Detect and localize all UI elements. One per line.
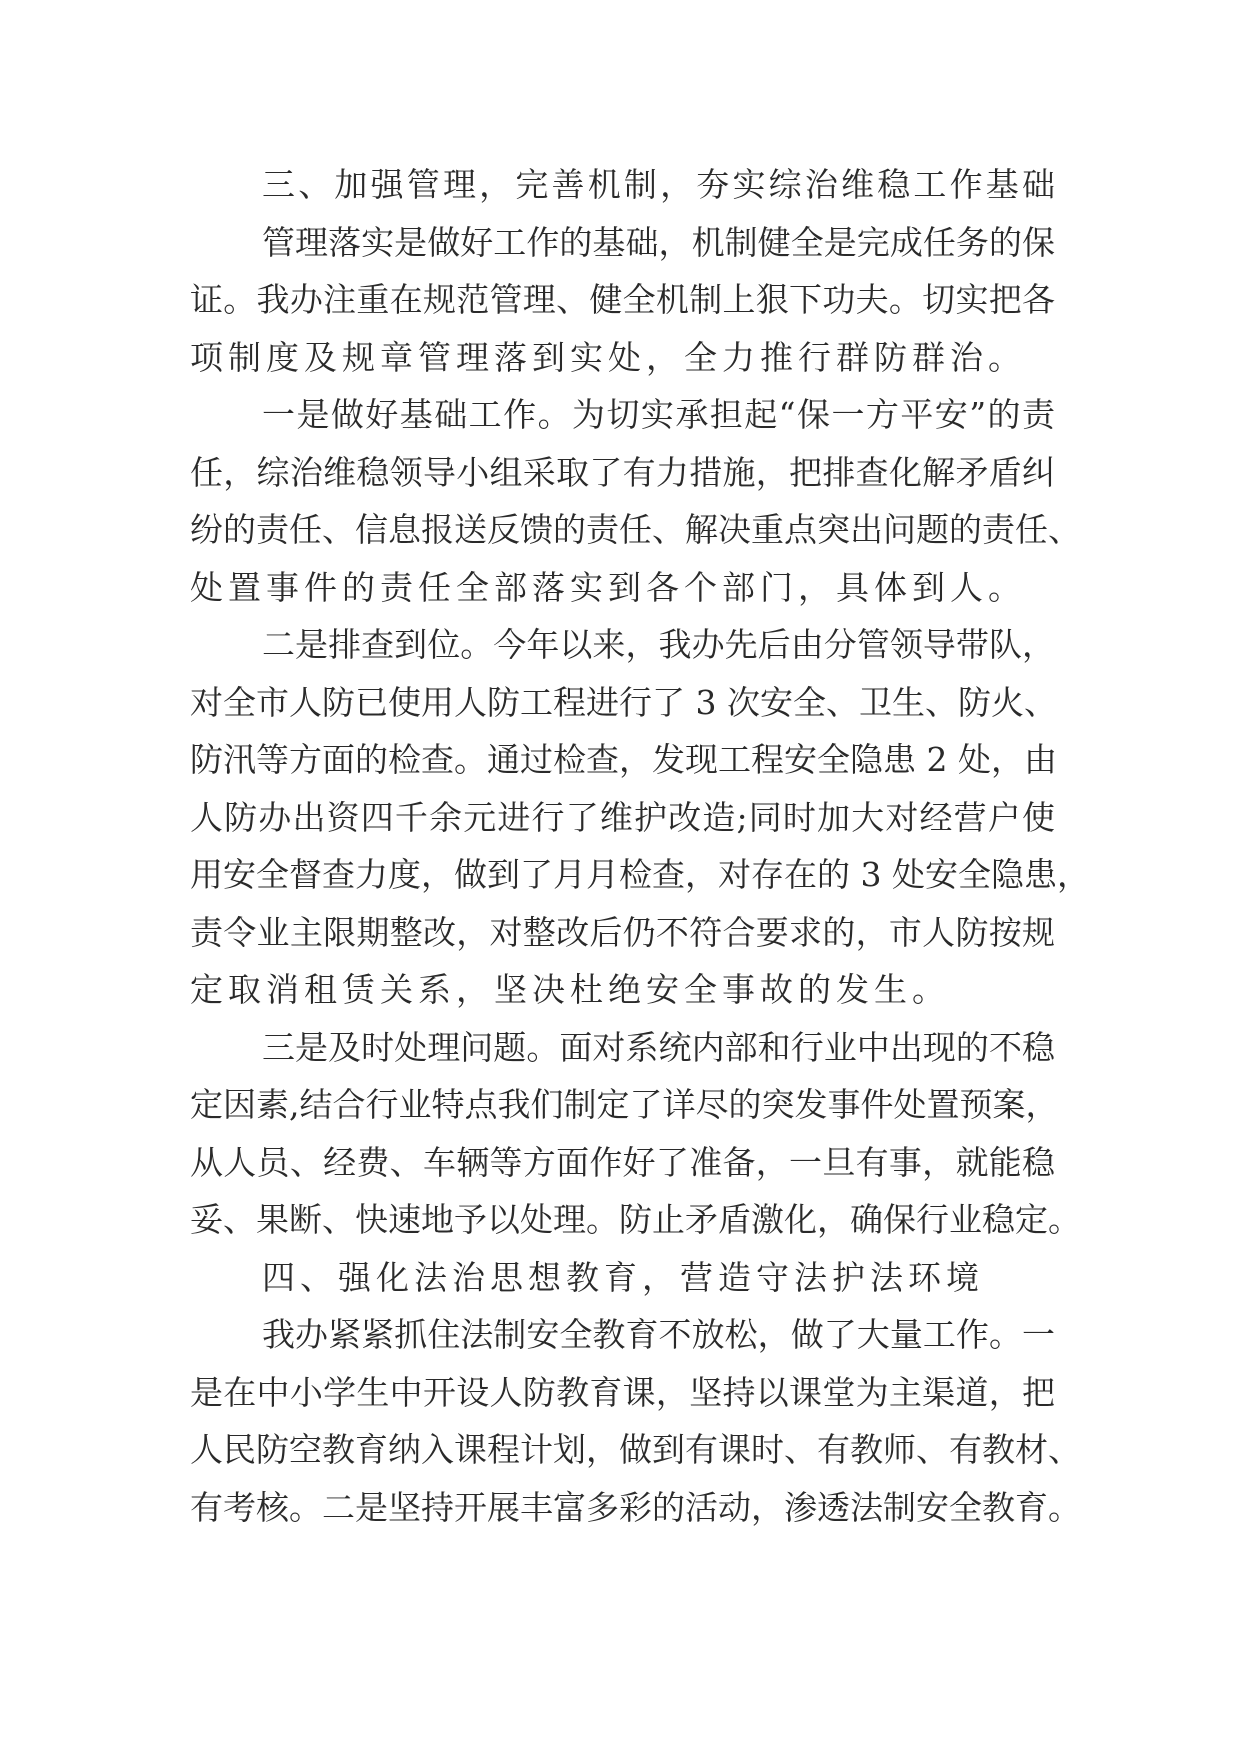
paragraph-line: 人民防空教育纳入课程计划，做到有课时、有教师、有教材、	[190, 1430, 1081, 1469]
paragraph-line: 用安全督查力度，做到了月月检查，对存在的 3 处安全隐患，	[190, 855, 1090, 894]
paragraph-line: 责令业主限期整改，对整改后仍不符合要求的，市人防按规	[190, 912, 1055, 952]
section-heading: 三、加强管理，完善机制，夯实综治维稳工作基础	[262, 165, 1055, 204]
paragraph-line: 纷的责任、信息报送反馈的责任、解决重点突出问题的责任、	[190, 510, 1081, 549]
paragraph-line: 证。我办注重在规范管理、健全机制上狠下功夫。切实把各	[190, 280, 1055, 319]
paragraph-line: 定因素,结合行业特点我们制定了详尽的突发事件处置预案，	[190, 1085, 1059, 1124]
paragraph-line: 从人员、经费、车辆等方面作好了准备，一旦有事，就能稳	[190, 1142, 1055, 1182]
paragraph-line: 管理落实是做好工作的基础，机制健全是完成任务的保	[262, 222, 1055, 262]
document-body	[190, 156, 1090, 1536]
paragraph-line: 二是排查到位。今年以来，我办先后由分管领导带队，	[262, 625, 1055, 664]
paragraph-line: 三是及时处理问题。面对系统内部和行业中出现的不稳	[262, 1027, 1055, 1067]
section-heading: 四、强化法治思想教育，营造守法护法环境	[262, 1257, 984, 1297]
paragraph-line: 防汛等方面的检查。通过检查，发现工程安全隐患 2 处，由	[190, 740, 1057, 779]
paragraph-line: 我办紧紧抓住法制安全教育不放松，做了大量工作。一	[262, 1315, 1055, 1354]
paragraph-line: 一是做好基础工作。为切实承担起“保一方平安”的责	[262, 395, 1055, 434]
paragraph-line: 是在中小学生中开设人防教育课，坚持以课堂为主渠道，把	[190, 1372, 1055, 1412]
paragraph-line: 定取消租赁关系，坚决杜绝安全事故的发生。	[190, 970, 950, 1009]
paragraph-line: 妥、果断、快速地予以处理。防止矛盾激化，确保行业稳定。	[190, 1200, 1081, 1239]
paragraph-line: 对全市人防已使用人防工程进行了 3 次安全、卫生、防火、	[190, 682, 1057, 722]
paragraph-line: 项制度及规章管理落到实处，全力推行群防群治。	[190, 337, 1026, 377]
paragraph-line: 有考核。二是坚持开展丰富多彩的活动，渗透法制安全教育。	[190, 1487, 1081, 1527]
paragraph-line: 任，综治维稳领导小组采取了有力措施，把排查化解矛盾纠	[190, 452, 1055, 492]
paragraph-line: 人防办出资四千余元进行了维护改造;同时加大对经营户使	[190, 797, 1055, 837]
paragraph-line: 处置事件的责任全部落实到各个部门，具体到人。	[190, 567, 1026, 607]
